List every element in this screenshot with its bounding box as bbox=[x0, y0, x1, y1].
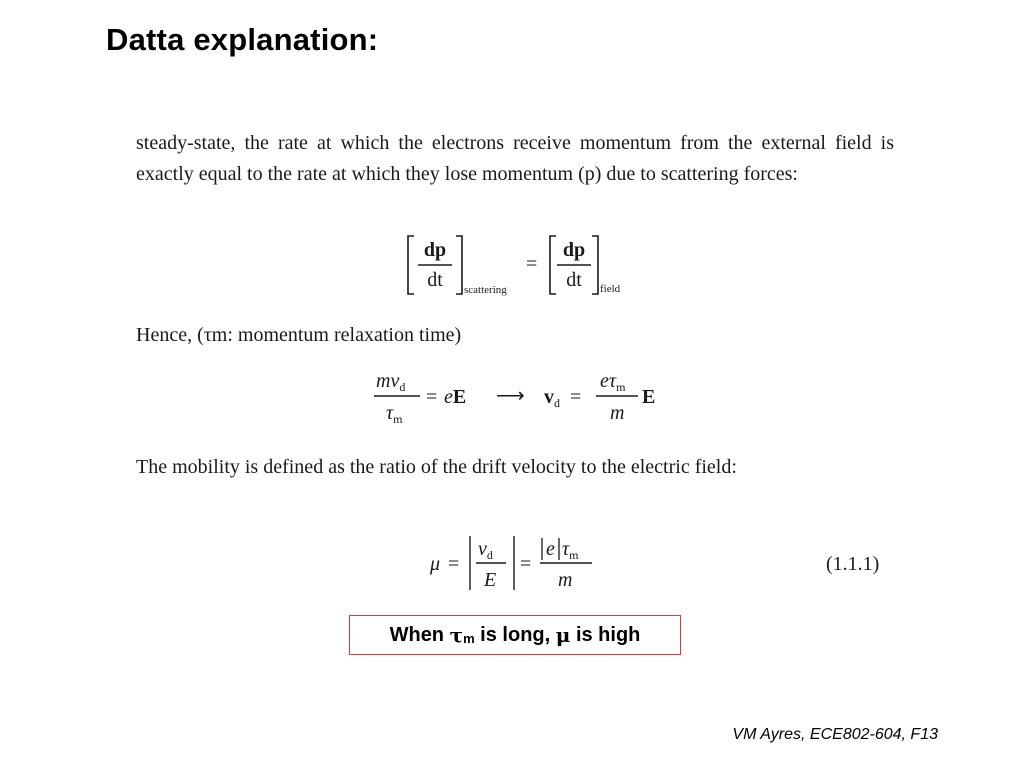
eq2-equals-2: = bbox=[570, 386, 582, 408]
callout-tau: τ bbox=[449, 623, 464, 647]
equation-number: (1.1.1) bbox=[826, 553, 880, 575]
slide-title: Datta explanation: bbox=[106, 22, 379, 57]
callout-middle: is long, bbox=[474, 623, 556, 646]
callout-tau-subscript: m bbox=[463, 630, 475, 646]
eq3-rhs-tau: $\tau_m$ bbox=[562, 538, 579, 562]
hence-text: Hence, (τm: momentum relaxation time) bbox=[136, 324, 462, 346]
eq1-lhs-denominator: dt bbox=[427, 269, 443, 291]
eq2-rhs-E: E bbox=[642, 386, 656, 408]
eq3-equals-1: = bbox=[448, 553, 460, 575]
callout-box bbox=[349, 615, 681, 655]
callout-prefix: When bbox=[389, 623, 450, 646]
eq2-rhs-numerator: $e\tau_m$ bbox=[600, 370, 626, 394]
eq3-denominator: E bbox=[484, 569, 497, 591]
eq2-rhs-denominator: m bbox=[610, 402, 625, 424]
equation-momentum-balance bbox=[406, 234, 636, 305]
excerpt-paragraph-steady-state: steady-state, the rate at which the electrons receive momentum from the external field is exactly equal to the rate at which they lose momentum (p) due to scattering forces: bbox=[136, 132, 894, 185]
eq3-equals-2: = bbox=[520, 553, 532, 575]
callout-mu: μ bbox=[555, 623, 571, 647]
eq2-vd: $v_d$ bbox=[544, 386, 560, 410]
excerpt-paragraph-mobility: The mobility is defined as the ratio of the drift velocity to the electric field: bbox=[136, 456, 737, 478]
eq1-lhs-numerator: dp bbox=[423, 239, 447, 261]
eq3-rhs-e: e bbox=[546, 538, 555, 560]
eq1-rhs-subscript: field bbox=[600, 283, 621, 295]
eq1-rhs-numerator: dp bbox=[562, 239, 586, 261]
eq1-lhs-subscript: scattering bbox=[464, 284, 507, 296]
eq2-eE: eE bbox=[444, 386, 467, 408]
eq3-mu: μ bbox=[430, 553, 441, 575]
eq2-lhs-numerator: $mv_d$ bbox=[376, 370, 406, 394]
callout-suffix: is high bbox=[570, 623, 641, 646]
textbook-excerpt bbox=[136, 120, 896, 600]
equation-drift-velocity bbox=[372, 367, 672, 434]
slide-footer: VM Ayres, ECE802-604, F13 bbox=[732, 726, 938, 743]
eq2-lhs-denominator: $\tau_m$ bbox=[386, 402, 403, 426]
eq2-equals-1: = bbox=[426, 386, 438, 408]
eq3-numerator: $v_d$ bbox=[478, 538, 493, 562]
eq3-rhs-denominator: m bbox=[558, 569, 573, 591]
excerpt-paragraph-hence bbox=[136, 320, 894, 351]
arrow-icon: ⟶ bbox=[496, 385, 525, 407]
eq1-rhs-denominator: dt bbox=[566, 269, 582, 291]
equation-mobility bbox=[428, 534, 898, 601]
eq1-equals: = bbox=[526, 253, 538, 275]
